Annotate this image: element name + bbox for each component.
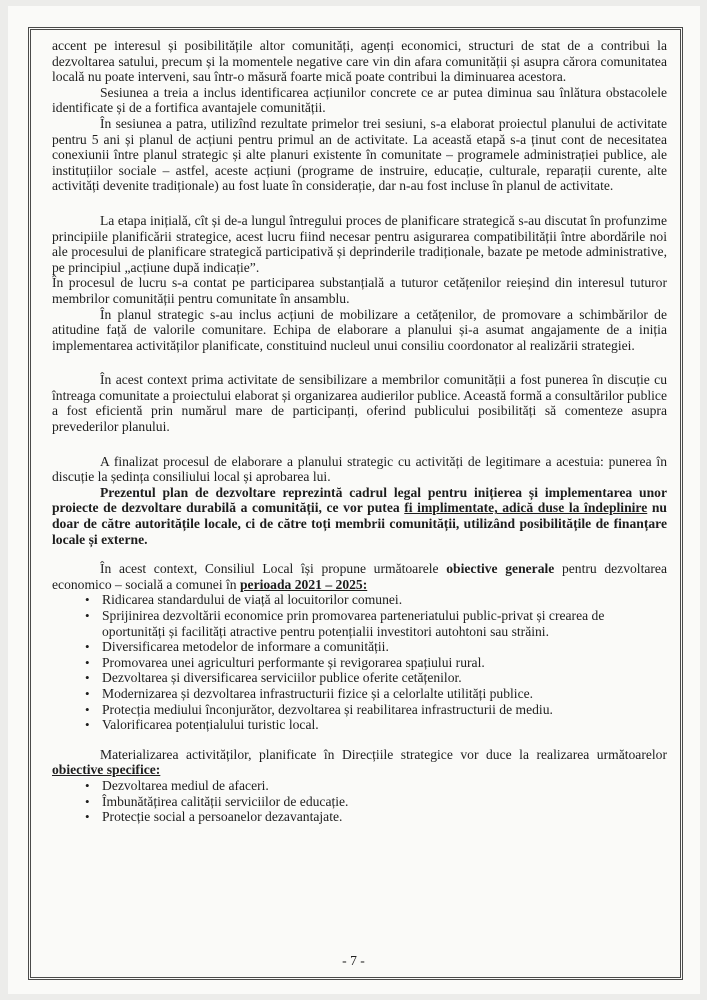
paragraph-10 [52, 561, 667, 592]
paragraph-6: În planul strategic s-au inclus acțiuni de mobilizare a cetățenilor, de promovare a schimbărilor de atitudine față de valorile comunitare. Echipa de elaborare a planului și-a asumat angajamente de a iniția implementarea activităților planificate, constituind nucleul unui consiliu coordonator al realizării strategiei. [52, 306, 667, 353]
paragraph-9-part-c: nu doar de către autoritățile locale, ci de către toți membrii comunității, utilizând posibilitățile de finanțare locale și externe. [52, 500, 667, 547]
specific-objectives-label: obiective specifice: [52, 762, 161, 778]
paragraph-9-underlined: fi implimentate, adică duse la îndeplinire [404, 500, 648, 516]
list-item: • Protecția mediului înconjurător, dezvoltarea și reabilitarea infrastructurii de mediu. [85, 702, 667, 718]
period-label: perioada 2021 – 2025: [239, 576, 368, 592]
list-item: • Dezvoltarea și diversificarea serviciilor publice oferite cetățenilor. [85, 670, 667, 686]
paragraph-4: La etapa inițială, cît și de-a lungul întregului proces de planificare strategică s-au discutat în profunzime principiile planificării strategice, acest lucru fiind necesar pentru asigurarea compatibilității între abordările noi ale procesului de planificare strategică participativă și deprinderile tradiționale, bazate pe metode administrative, pe principiul „acțiune după indicație”. [52, 212, 667, 275]
list-item: • Protecție social a persoanelor dezavantajate. [85, 809, 667, 825]
list-item: • Diversificarea metodelor de informare a comunității. [85, 639, 667, 655]
paragraph-10-part-c: pentru dezvoltarea economico – socială a comunei în [52, 561, 667, 592]
paragraph-5: În procesul de lucru s-a contat pe participarea substanțială a tuturor cetățenilor reieșind din interesul tuturor membrilor comunității pentru comunitate în ansamblu. [52, 275, 667, 306]
list-item: • Sprijinirea dezvoltării economice prin promovarea parteneriatului public-privat și crearea de oportunități și facilități atractive pentru potențialii investitori autohtoni sau străini. [85, 608, 667, 639]
general-objectives-list [52, 592, 667, 732]
paragraph-2: Sesiunea a treia a inclus identificarea acțiunilor concrete ce ar putea diminua sau înlătura obstacolele identificate și de a fortifica avantajele comunității. [52, 84, 667, 116]
page-number: - 7 - [342, 953, 365, 968]
paragraph-11-part-a: Materializarea activităților, planificate în Direcțiile strategice vor duce la realizarea următoarelor [100, 746, 667, 762]
list-item: • Promovarea unei agriculturi performante și revigorarea spațiului rural. [85, 655, 667, 671]
list-item: • Îmbunătățirea calității serviciilor de educație. [85, 794, 667, 810]
general-objectives-label: obiective generale [446, 561, 555, 577]
paragraph-9 [52, 485, 667, 547]
list-item: • Modernizarea și dezvoltarea infrastructurii fizice și a celorlalte utilități publice. [85, 686, 667, 702]
paragraph-9-part-a: Prezentul plan de dezvoltare reprezintă cadrul legal pentru inițierea și implementarea unor proiecte de dezvoltare durabilă a comunității, ce vor putea [52, 484, 667, 516]
paragraph-8: A finalizat procesul de elaborare a planului strategic cu activități de legitimare a acestuia: punerea în discuție la ședința consiliului local și aprobarea lui. [52, 453, 667, 485]
list-item: • Dezvoltarea mediul de afaceri. [85, 778, 667, 794]
paragraph-3: În sesiunea a patra, utilizînd rezultate primelor trei sesiuni, s-a elaborat proiectul planului de activitate pentru 5 ani și planul de acțiuni pentru primul an de activitate. La această etapă s-a ținut cont de necesitatea conexiunii între planul strategic și alte planuri existente în comunitate – programele administrației publice, ale instituțiilor sociale – astfel, aceste acțiuni (programe de instruire, educație, culturale, reparații curente, alte activități devenite tradiționale) au fost luate în considerație, dar n-au fost incluse în planul de activitate. [52, 115, 667, 194]
specific-objectives-list [52, 778, 667, 825]
paragraph-1: accent pe interesul și posibilitățile altor comunități, agenți economici, structuri de stat de a contribui la dezvoltarea satului, precum și la momentele negative care vin din afara comunității și asupra cărora comunitatea locală nu poate interveni, sau într-o măsură foarte mică poate contribui la diminuarea acestora. [52, 38, 667, 85]
paragraph-11 [52, 747, 667, 778]
paragraph-7: În acest context prima activitate de sensibilizare a membrilor comunității a fost punerea în discuție cu întreaga comunitate a proiectului elaborat și organizarea audierilor publice. Această formă a consultărilor publice a fost eficientă prin numărul mare de participanți, oferind publicului posibilități să comenteze asupra prevederilor planului. [52, 372, 667, 435]
list-item: • Valorificarea potențialului turistic local. [85, 717, 667, 733]
list-item: • Ridicarea standardului de viață al locuitorilor comunei. [85, 592, 667, 608]
paragraph-10-part-a: În acest context, Consiliul Local își propune următoarele [100, 561, 447, 577]
document-body [52, 38, 667, 825]
